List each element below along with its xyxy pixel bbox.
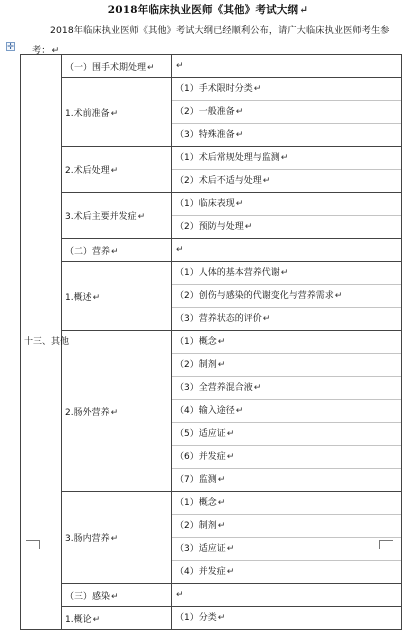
section-label: 1.术前准备↵ xyxy=(62,78,172,147)
page-crop-mark-right xyxy=(379,540,393,549)
section-items xyxy=(172,492,402,584)
chapter-label: 十三、其他 xyxy=(24,337,70,347)
syllabus-row xyxy=(21,607,402,630)
intro-paragraph: 2018年临床执业医师《其他》考试大纲已经顺利公布，请广大临床执业医师考生参考：↵ xyxy=(32,25,390,56)
page-crop-mark-left xyxy=(26,540,40,549)
item-line: （1）人体的基本营养代谢↵ xyxy=(172,262,401,285)
section-label: 3.肠内营养↵ xyxy=(62,492,172,584)
section-label: （三）感染↵ xyxy=(62,584,172,607)
item-line: （2）制剂↵ xyxy=(172,515,401,538)
item-line: （3）特殊准备↵ xyxy=(175,130,244,140)
item-line: ↵ xyxy=(176,245,184,255)
item-line: ↵ xyxy=(176,590,184,600)
section-label: 1.概论↵ xyxy=(62,607,172,630)
item-line: （2）术后不适与处理↵ xyxy=(175,176,271,186)
section-items xyxy=(172,147,402,193)
syllabus-row xyxy=(21,584,402,607)
item-line: （7）监测↵ xyxy=(175,475,226,485)
item-line: （1）手术限时分类↵ xyxy=(172,78,401,101)
section-label: （一）围手术期处理↵ xyxy=(62,55,172,78)
item-line: （2）创伤与感染的代谢变化与营养需求↵ xyxy=(172,285,401,308)
item-line: （1）术后常规处理与监测↵ xyxy=(172,147,401,170)
item-line: （1）分类↵ xyxy=(175,613,226,623)
syllabus-row xyxy=(21,55,402,78)
section-items xyxy=(172,262,402,331)
syllabus-table-body xyxy=(21,55,402,630)
section-items xyxy=(172,239,402,262)
section-label: （二）营养↵ xyxy=(62,239,172,262)
syllabus-row xyxy=(21,78,402,147)
item-line: ↵ xyxy=(176,61,184,71)
item-line: （5）适应证↵ xyxy=(172,423,401,446)
section-items xyxy=(172,78,402,147)
syllabus-table xyxy=(20,54,402,630)
item-line: （3）适应证↵ xyxy=(172,538,401,561)
item-line: （2）制剂↵ xyxy=(172,354,401,377)
syllabus-row xyxy=(21,239,402,262)
section-items xyxy=(172,331,402,492)
item-line: （2）一般准备↵ xyxy=(172,101,401,124)
section-items xyxy=(172,584,402,607)
section-items xyxy=(172,607,402,630)
section-label: 2.术后处理↵ xyxy=(62,147,172,193)
section-items xyxy=(172,193,402,239)
item-line: （3）营养状态的评价↵ xyxy=(175,314,271,324)
syllabus-row xyxy=(21,331,402,492)
item-line: （1）概念↵ xyxy=(172,331,401,354)
section-label: 3.术后主要并发症↵ xyxy=(62,193,172,239)
syllabus-row xyxy=(21,147,402,193)
item-line: （1）概念↵ xyxy=(172,492,401,515)
item-line: （6）并发症↵ xyxy=(172,446,401,469)
table-move-handle-icon[interactable]: ✛ xyxy=(7,42,14,51)
syllabus-row xyxy=(21,262,402,331)
syllabus-row xyxy=(21,193,402,239)
document-title: 2018年临床执业医师《其他》考试大纲↵ xyxy=(107,4,309,16)
section-label: 1.概述↵ xyxy=(62,262,172,331)
section-label: 2.肠外营养↵ xyxy=(62,331,172,492)
item-line: （3）全营养混合液↵ xyxy=(172,377,401,400)
item-line: （2）预防与处理↵ xyxy=(175,222,253,232)
item-line: （4）并发症↵ xyxy=(175,567,235,577)
section-items xyxy=(172,55,402,78)
syllabus-row xyxy=(21,492,402,584)
item-line: （1）临床表现↵ xyxy=(172,193,401,216)
item-line: （4）输入途径↵ xyxy=(172,400,401,423)
